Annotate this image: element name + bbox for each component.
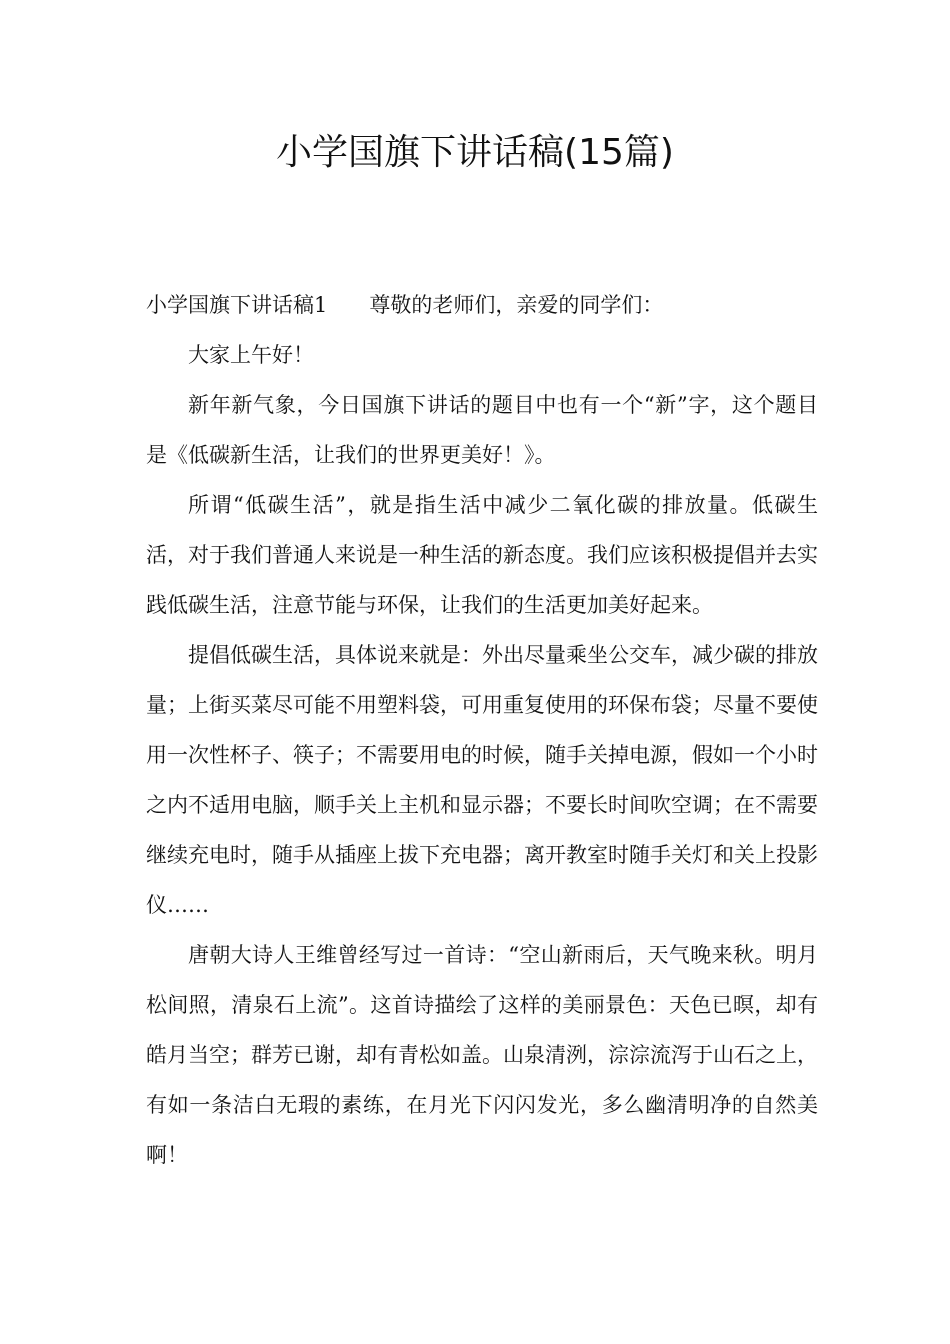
document-title: 小学国旗下讲话稿(15篇) xyxy=(276,132,674,173)
paragraph-low-carbon-actions: 提倡低碳生活，具体说来就是：外出尽量乘坐公交车，减少碳的排放量；上街买菜尽可能不用塑料袋，可用重复使用的环保布袋；尽量不要使用一次性杯子、筷子；不需要用电的时候，随手关掉电源，假如一个小时之内不适用电脑，顺手关上主机和显示器；不要长时间吹空调；在不需要继续充电时，随手从插座上拔下充电器；离开教室时随手关灯和关上投影仪…… xyxy=(146,643,818,917)
document-body xyxy=(146,280,818,1180)
paragraph-poem: 唐朝大诗人王维曾经写过一首诗：“空山新雨后，天气晚来秋。明月松间照，清泉石上流”。这首诗描绘了这样的美丽景色：天色已暝，却有皓月当空；群芳已谢，却有青松如盖。山泉清洌，淙淙流泻于山石之上，有如一条洁白无瑕的素练，在月光下闪闪发光，多么幽清明净的自然美啊！ xyxy=(146,943,818,1167)
salutation: 尊敬的老师们，亲爱的同学们： xyxy=(369,293,664,317)
paragraph-topic: 新年新气象，今日国旗下讲话的题目中也有一个“新”字，这个题目是《低碳新生活，让我们的世界更美好！》。 xyxy=(146,393,818,467)
section-heading-line xyxy=(146,280,818,330)
paragraph-low-carbon-definition: 所谓“低碳生活”，就是指生活中减少二氧化碳的排放量。低碳生活，对于我们普通人来说是一种生活的新态度。我们应该积极提倡并去实践低碳生活，注意节能与环保，让我们的生活更加美好起来。 xyxy=(146,493,818,617)
paragraph-greeting: 大家上午好！ xyxy=(188,343,314,367)
section-label: 小学国旗下讲话稿1 xyxy=(146,293,328,317)
